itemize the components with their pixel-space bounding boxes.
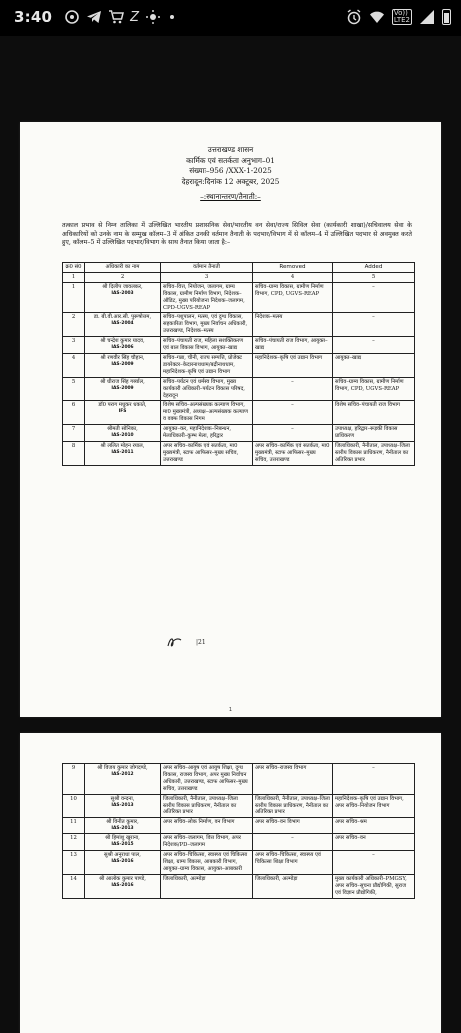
issue-date: देहरादून:दिनांक 12 अक्टूबर, 2025 bbox=[181, 176, 280, 186]
colnum: 5 bbox=[333, 272, 415, 282]
added-cell: – bbox=[333, 851, 415, 875]
officer-name: श्री चन्द्रेश कुमार यादव, bbox=[100, 338, 145, 345]
current-posting-cell: अपर सचिव–कार्मिक एवं सतर्कता, मा0 मुख्यमंत्री, स्टाफ आफिसर–मुख्य सचिव, उत्तराखण्ड bbox=[161, 441, 253, 465]
signature-note: |21 bbox=[196, 639, 206, 646]
removed-cell: – bbox=[253, 401, 333, 425]
officer-cell bbox=[85, 377, 161, 401]
officer-name: श्रीमती सोनिका, bbox=[107, 426, 138, 433]
added-cell: – bbox=[333, 337, 415, 354]
serial-cell: 1 bbox=[63, 282, 85, 313]
current-posting-cell: विशेष सचिव–अल्पसंख्यक कल्याण विभाग, मा0 मुख्यमंत्री, अध्यक्ष–अल्पसंख्यक कल्याण व वक्फ विकास निगम bbox=[161, 401, 253, 425]
current-posting-cell: अपर सचिव–आयुष एवं आयुष शिक्षा, दुग्ध विकास, राजस्व विभाग, अपर मुख्य निर्वाचन अधिकारी, उत्तराखण्ड, स्टाफ आफिसर–मुख्य सचिव, उत्तराखण्ड bbox=[161, 764, 253, 795]
added-cell: आयुक्त–खाद्य bbox=[333, 353, 415, 377]
officer-cell bbox=[85, 425, 161, 442]
more-dot-icon bbox=[170, 15, 174, 19]
officer-name: श्री विजय कुमार जोगदण्डे, bbox=[97, 765, 148, 771]
table-colnum-row bbox=[63, 272, 415, 282]
officer-cell bbox=[85, 337, 161, 354]
officer-name: श्री हिमांशु खुराना, bbox=[105, 835, 140, 842]
weather-icon bbox=[145, 9, 161, 25]
current-posting-cell: अपर सचिव–चिकित्सा, स्वास्थ्य एवं चिकित्सा शिक्षा, ग्राम्य विकास, आबकारी विभाग, आयुक्त–ग्राम्य विकास, आयुक्त–आबकारी bbox=[161, 851, 253, 875]
service-batch: IAS-2003 bbox=[111, 290, 134, 296]
service-batch: IAS-2015 bbox=[111, 842, 134, 848]
added-cell: – bbox=[333, 282, 415, 313]
reference-number: संख्याः–956 /XXX-1-2025 bbox=[189, 166, 272, 175]
status-bar bbox=[0, 0, 461, 36]
removed-cell: अपर सचिव–चिकित्सा, स्वास्थ्य एवं चिकित्सा शिक्षा विभाग bbox=[253, 851, 333, 875]
service-batch: IAS-2013 bbox=[111, 826, 134, 832]
officer-name: डा. बी.वी.आर.सी. पुरूषोत्तम, bbox=[93, 314, 152, 321]
zomato-icon: Z bbox=[130, 9, 140, 25]
service-batch: IAS-2010 bbox=[111, 433, 134, 439]
officer-name: श्री ललित मोहन रयाल, bbox=[100, 442, 145, 449]
table-row bbox=[63, 818, 415, 834]
officer-name: श्री धीराज सिंह गर्ब्याल, bbox=[100, 378, 145, 385]
current-posting-cell: आयुक्त–कर, महानिदेशक–निबन्धन, मेलाधिकारी–कुम्भ मेला, हरिद्वार bbox=[161, 425, 253, 442]
serial-cell: 6 bbox=[63, 401, 85, 425]
removed-cell: अपर सचिव–राजस्व विभाग bbox=[253, 764, 333, 795]
table-row bbox=[63, 874, 415, 898]
officer-name: श्री आलोक कुमार पाण्डे, bbox=[99, 875, 146, 882]
alarm-icon bbox=[346, 9, 362, 25]
officer-cell bbox=[85, 818, 161, 834]
current-posting-cell: जिलाधिकारी, नैनीताल, उपाध्यक्ष–जिला स्तरीय विकास प्राधिकरण, नैनीताल का अतिरिक्त प्रभार bbox=[161, 794, 253, 818]
signature bbox=[165, 634, 185, 650]
service-batch: IAS-2006 bbox=[111, 345, 134, 351]
col-header-added: Added bbox=[333, 263, 415, 273]
current-posting-cell: सचिव–पंचायती राज, महिला सशक्तिकरण एवं बाल विकास विभाग, आयुक्त–खाद्य bbox=[161, 337, 253, 354]
officer-name: सुश्री वन्दना, bbox=[110, 795, 135, 802]
officer-cell bbox=[85, 353, 161, 377]
removed-cell: सचिव–ग्राम्य विकास, ग्रामीण निर्माण विभाग, CPD, UGVS-REAP bbox=[253, 282, 333, 313]
table-body bbox=[63, 282, 415, 465]
removed-cell: – bbox=[253, 834, 333, 851]
removed-cell: सचिव–पंचायती राज विभाग, आयुक्त–खाद्य bbox=[253, 337, 333, 354]
removed-cell: – bbox=[253, 425, 333, 442]
table-header-row bbox=[63, 263, 415, 273]
added-cell: सचिव–ग्राम्य विकास, ग्रामीण निर्माण विभाग, CPD, UGVS-REAP bbox=[333, 377, 415, 401]
serial-cell: 7 bbox=[63, 425, 85, 442]
document-page-2 bbox=[20, 733, 441, 1033]
current-posting-cell: सचिव–पर्यटन एवं धर्मस्व विभाग, मुख्य कार्यकारी अधिकारी–पर्यटन विकास परिषद, देहरादून bbox=[161, 377, 253, 401]
table-row bbox=[63, 401, 415, 425]
officer-name: श्री रणवीर सिंह चौहान, bbox=[100, 354, 145, 361]
cell-signal-icon bbox=[419, 9, 435, 25]
serial-cell: 2 bbox=[63, 313, 85, 337]
colnum: 4 bbox=[253, 272, 333, 282]
service-batch: IAS-2009 bbox=[111, 361, 134, 367]
letterhead bbox=[20, 145, 441, 203]
officer-name: श्री दिलीप जावलकर, bbox=[102, 283, 143, 290]
removed-cell: अपर सचिव–वन विभाग bbox=[253, 818, 333, 834]
officer-name: श्री विनीत कुमार, bbox=[106, 819, 139, 826]
colnum: 1 bbox=[63, 272, 85, 282]
added-cell: विशेष सचिव–पंचायती राज विभाग bbox=[333, 401, 415, 425]
serial-cell: 8 bbox=[63, 441, 85, 465]
current-posting-cell: सचिव–पशुपालन, मत्स्य, एवं दुग्ध विकास, सहकारिता विभाग, मुख्य निर्वाचन अधिकारी, उत्तराखण्ड, निदेशक–मत्स्य bbox=[161, 313, 253, 337]
service-batch: IAS-2004 bbox=[111, 321, 134, 327]
serial-cell: 9 bbox=[63, 764, 85, 795]
removed-cell: जिलाधिकारी, अल्मोड़ा bbox=[253, 874, 333, 898]
colnum: 3 bbox=[161, 272, 253, 282]
current-posting-cell: जिलाधिकारी, अल्मोड़ा bbox=[161, 874, 253, 898]
current-posting-cell: सचिव–गन्ना, चीनी, राज्य सम्पत्ति, प्रोजेक्ट डायरेक्टर–केदारनाथधाम/बद्रीनाथधाम, महानिदेशक–कृषि एवं उद्यान विभाग bbox=[161, 353, 253, 377]
cart-icon bbox=[108, 9, 124, 25]
added-cell: जिलाधिकारी, नैनीताल, उपाध्यक्ष–जिला स्तरीय विकास प्राधिकरण, नैनीताल का अतिरिक्त प्रभार bbox=[333, 441, 415, 465]
officer-cell bbox=[85, 874, 161, 898]
gov-title: उत्तराखण्ड शासन bbox=[207, 145, 254, 154]
added-cell: – bbox=[333, 313, 415, 337]
officer-cell bbox=[85, 313, 161, 337]
col-header-current: वर्तमान तैनाती bbox=[161, 263, 253, 273]
table-row bbox=[63, 282, 415, 313]
service-batch: IAS-2013 bbox=[111, 802, 134, 808]
subject-line: –:स्थानान्तरण/तैनाती:– bbox=[200, 192, 261, 201]
added-cell: महानिदेशक–कृषि एवं उद्यान विभाग, अपर सचिव–नियोजन विभाग bbox=[333, 794, 415, 818]
serial-cell: 11 bbox=[63, 818, 85, 834]
added-cell: – bbox=[333, 764, 415, 795]
service-batch: IFS bbox=[118, 409, 127, 415]
officer-cell bbox=[85, 764, 161, 795]
col-header-serial: क्र0 सं0 bbox=[63, 263, 85, 273]
added-cell: अपर सचिव–श्रम bbox=[333, 818, 415, 834]
table-row bbox=[63, 353, 415, 377]
officer-cell bbox=[85, 794, 161, 818]
service-batch: IAS-2012 bbox=[111, 771, 134, 777]
battery-icon bbox=[442, 9, 451, 25]
service-batch: IAS-2009 bbox=[111, 385, 134, 391]
officer-cell bbox=[85, 441, 161, 465]
colnum: 2 bbox=[85, 272, 161, 282]
service-batch: IAS-2016 bbox=[111, 858, 134, 864]
serial-cell: 13 bbox=[63, 851, 85, 875]
officer-cell bbox=[85, 401, 161, 425]
wifi-icon bbox=[369, 9, 385, 25]
officer-cell bbox=[85, 282, 161, 313]
current-posting-cell: अपर सचिव–जलागम, वित्त विभाग, अपर निदेशक/PD–जलागम bbox=[161, 834, 253, 851]
removed-cell: निदेशक–मत्स्य bbox=[253, 313, 333, 337]
added-cell: मुख्य कार्यकारी अधिकारी–PMGSY, अपर सचिव–सूचना प्रौद्योगिकी, सुराज एवं विज्ञान प्रौद्योगिकी, bbox=[333, 874, 415, 898]
serial-cell: 3 bbox=[63, 337, 85, 354]
serial-cell: 10 bbox=[63, 794, 85, 818]
added-cell: अपर सचिव–वन bbox=[333, 834, 415, 851]
col-header-removed: Removed bbox=[253, 263, 333, 273]
serial-cell: 5 bbox=[63, 377, 85, 401]
current-posting-cell: सचिव–वित्त, नियोजन, जलागम, ग्राम्य विकास, ग्रामीण निर्माण विभाग, निदेशक–ऑडिट, मुख्य परियोजना निदेशक–जलागम, CPD-UGVS-REAP bbox=[161, 282, 253, 313]
table-row bbox=[63, 794, 415, 818]
clock: 3:40 bbox=[14, 8, 53, 26]
table-row bbox=[63, 377, 415, 401]
dept-title: कार्मिक एवं सतर्कता अनुभाग–01 bbox=[186, 155, 275, 165]
added-cell: उपाध्यक्ष, हरिद्वार–रूड़की विकास प्राधिकरण bbox=[333, 425, 415, 442]
table-row bbox=[63, 313, 415, 337]
table-row bbox=[63, 851, 415, 875]
col-header-name: अधिकारी का नाम bbox=[85, 263, 161, 273]
removed-cell: – bbox=[253, 377, 333, 401]
serial-cell: 4 bbox=[63, 353, 85, 377]
telegram-icon bbox=[86, 9, 102, 25]
serial-cell: 14 bbox=[63, 874, 85, 898]
service-batch: IAS-2011 bbox=[111, 449, 134, 455]
table-row bbox=[63, 337, 415, 354]
removed-cell: जिलाधिकारी, नैनीताल, उपाध्यक्ष–जिला स्तरीय विकास प्राधिकरण, नैनीताल का अतिरिक्त प्रभार bbox=[253, 794, 333, 818]
signal-chat-icon bbox=[64, 9, 80, 25]
table-row bbox=[63, 441, 415, 465]
transfer-table bbox=[62, 262, 415, 466]
officer-name: सुश्री अनुराधा पाल, bbox=[104, 852, 141, 859]
removed-cell: अपर सचिव–कार्मिक एवं सतर्कता, मा0 मुख्यमंत्री, स्टाफ आफिसर–मुख्य सचिव, उत्तराखण्ड bbox=[253, 441, 333, 465]
officer-cell bbox=[85, 851, 161, 875]
officer-name: डॉ0 पराग मधुकर धकाते, bbox=[98, 402, 147, 409]
table-row bbox=[63, 425, 415, 442]
removed-cell: महानिदेशक–कृषि एवं उद्यान विभाग bbox=[253, 353, 333, 377]
volte-badge: Vo)) LTE2 bbox=[393, 9, 410, 24]
officer-cell bbox=[85, 834, 161, 851]
current-posting-cell: अपर सचिव–लोक निर्माण, वन विभाग bbox=[161, 818, 253, 834]
page-number: 1 bbox=[228, 707, 233, 713]
serial-cell: 12 bbox=[63, 834, 85, 851]
service-batch: IAS-2016 bbox=[111, 882, 134, 888]
intro-paragraph: तत्काल प्रभाव से निम्न तालिका में उल्लिखित भारतीय प्रशासनिक सेवा/भारतीय वन सेवा/राज्य सिविल सेवा (कार्यकारी शाखा)/सचिवालय सेवा के अधिकारियों को उनके नाम के सम्मुख कॉलम–3 में अंकित उनकी वर्तमान तैनाती के पदभार/विभाग में से कॉलम–4 में उल्लिखित पदभार से अवमुक्त करते हुए, कॉलम–5 में उल्लिखित पदभार/विभाग के साथ तैनात किया जाता है:– bbox=[62, 222, 412, 247]
transfer-table-continued bbox=[62, 763, 415, 899]
table-row bbox=[63, 764, 415, 795]
table-body bbox=[63, 764, 415, 899]
table-row bbox=[63, 834, 415, 851]
document-page-1 bbox=[20, 122, 441, 717]
